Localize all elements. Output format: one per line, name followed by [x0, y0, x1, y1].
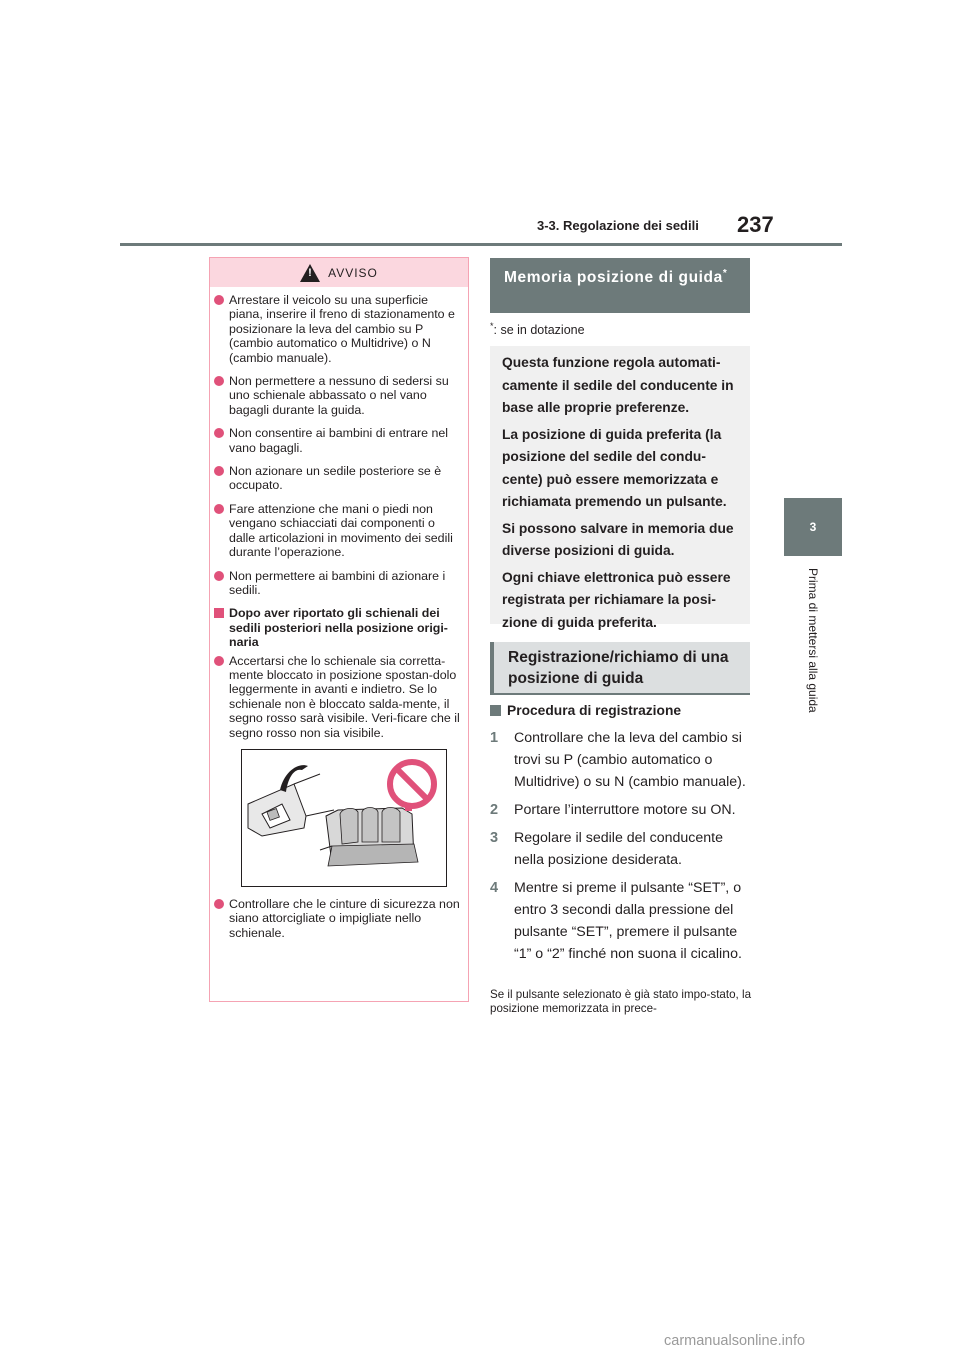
- step-number: 2: [490, 802, 499, 818]
- step-text: Portare l’interruttore motore su ON.: [514, 802, 736, 818]
- memory-section-heading: [490, 258, 750, 313]
- memory-section-title: Memoria posizione di guida: [504, 269, 723, 287]
- warning-item: [214, 502, 460, 560]
- bullet-icon: [214, 571, 224, 581]
- chapter-tab: 3: [784, 498, 842, 556]
- warning-title: AVVISO: [328, 265, 378, 280]
- warning-triangle-icon: [300, 264, 320, 282]
- step-number: 1: [490, 730, 499, 746]
- step-text: Regolare il sedile del conducente nella posizione desiderata.: [514, 830, 724, 868]
- warning-subheading-text: Dopo aver riportato gli schienali dei sedili posteriori nella posizione origi-naria: [229, 606, 448, 650]
- procedure-title-text: Procedura di registrazione: [507, 703, 682, 718]
- warning-item: [214, 569, 460, 598]
- warning-item-text: Non azionare un sedile posteriore se è occupato.: [229, 464, 442, 493]
- chapter-label-text: Prima di mettersi alla guida: [806, 568, 820, 713]
- square-bullet-icon: [490, 705, 501, 716]
- footnote: [490, 321, 585, 337]
- warning-subheading: [214, 606, 460, 649]
- register-section-heading: Registrazione/richiamo di una posizione di guida: [490, 642, 750, 695]
- warning-item: [214, 293, 460, 365]
- bullet-icon: [214, 899, 224, 909]
- procedure-step: [490, 727, 752, 793]
- procedure-steps: [490, 727, 752, 971]
- step-text: Mentre si preme il pulsante “SET”, o entro 3 secondi dalla pressione del pulsante “SET”, premere il pulsante “1” o “2” finché non suona il cicalino.: [514, 880, 742, 962]
- header-section-title: 3-3. Regolazione dei sedili: [537, 218, 699, 233]
- bullet-icon: [214, 376, 224, 386]
- footnote-text: : se in dotazione: [493, 323, 585, 338]
- warning-item-text: Fare attenzione che mani o piedi non vengano schiacciati dai componenti o dalle articolazioni in movimento dei sedili durante l’operazione.: [229, 501, 453, 560]
- intro-paragraph: Ogni chiave elettronica può essere registrata per richiamare la posi-zione di guida preferita.: [502, 569, 731, 630]
- warning-item: [214, 897, 460, 940]
- intro-paragraph: La posizione di guida preferita (la posizione del sedile del condu-cente) può essere memorizzata e richiamata premendo un pulsante.: [502, 426, 727, 509]
- warning-item-text: Non permettere ai bambini di azionare i sedili.: [229, 568, 446, 597]
- procedure-step: [490, 827, 752, 871]
- warning-item-text: Non permettere a nessuno di sedersi su uno schienale abbassato o nel vano bagagli durante la guida.: [229, 374, 449, 417]
- page-number: 237: [737, 212, 774, 237]
- procedure-note: Se il pulsante selezionato è già stato impo-stato, la posizione memorizzata in prece-: [490, 988, 752, 1015]
- warning-body: [210, 287, 468, 940]
- procedure-title: [490, 703, 681, 718]
- warning-item: [214, 374, 460, 417]
- warning-header: [210, 258, 468, 287]
- warning-item-text: Arrestare il veicolo su una superficie piana, inserire il freno di stazionamento e posizionare la leva del cambio su P (cambio automatico o Multidrive) o N (cambio manuale).: [229, 293, 455, 365]
- square-bullet-icon: [214, 608, 224, 618]
- bullet-icon: [214, 466, 224, 476]
- procedure-step: [490, 799, 752, 821]
- warning-item: [214, 654, 460, 740]
- rear-seat-drawing: [242, 750, 446, 886]
- bullet-icon: [214, 656, 224, 666]
- bullet-icon: [214, 295, 224, 305]
- intro-paragraph: Si possono salvare in memoria due diverse posizioni di guida.: [502, 520, 734, 558]
- watermark-link[interactable]: carmanualsonline.info: [664, 1333, 806, 1349]
- footnote-marker: *: [490, 321, 494, 331]
- rear-seat-illustration: [241, 749, 447, 887]
- warning-item-text: Non consentire ai bambini di entrare nel vano bagagli.: [229, 426, 449, 455]
- bullet-icon: [214, 504, 224, 514]
- warning-item-text: Accertarsi che lo schienale sia corretta-mente bloccato in posizione spostan-dolo leggermente in avanti e indietro. Se lo schienale non è bloccato salda-mente, il segno rosso sarà visibile. Veri-ficare che il segno rosso non sia visibile.: [229, 653, 460, 740]
- step-number: 3: [490, 830, 499, 846]
- memory-intro-box: [490, 346, 750, 630]
- title-marker: *: [722, 268, 728, 279]
- step-text: Controllare che la leva del cambio si trovi su P (cambio automatico o Multidrive) o su N (cambio manuale).: [514, 730, 746, 790]
- bullet-icon: [214, 428, 224, 438]
- procedure-step: [490, 877, 752, 965]
- header-divider: [120, 243, 842, 246]
- warning-item: [214, 464, 460, 493]
- intro-paragraph: Questa funzione regola automati-camente il sedile del conducente in base alle proprie preferenze.: [502, 355, 734, 415]
- warning-item: [214, 426, 460, 455]
- warning-box: [209, 257, 469, 1002]
- step-number: 4: [490, 880, 499, 896]
- warning-item-text: Controllare che le cinture di sicurezza non siano attorcigliate o impigliate nello schienale.: [229, 896, 460, 940]
